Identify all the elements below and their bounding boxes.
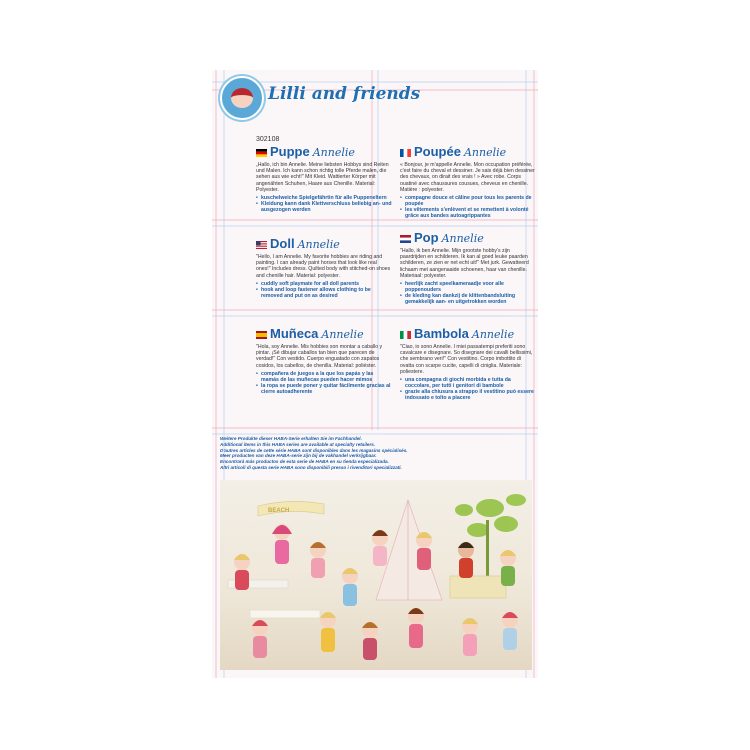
- article-number: 302108: [256, 136, 280, 143]
- bullet-item: • una compagna di giochi morbida e tutta da coccolare, per tutti i genitori di bambole: [400, 377, 536, 389]
- bullet-item: • la ropa se puede poner y quitar fácilmente gracias al cierre autoadherente: [256, 383, 392, 395]
- lang-subtitle: Annelie: [312, 146, 355, 159]
- flag-spain-icon: [256, 331, 267, 339]
- dolls-photo: [220, 480, 532, 670]
- lang-body: "Hallo, ik ben Annelie. Mijn grootste hobby's zijn paardrijden en schilderen. Ik kan al goed leuke paarden schilderen, ze zien er net echt uit!" Met jurk. Gewatteerd lichaam met aangenaaide schoenen, haar van chenille. Materiaal: polyester.: [400, 248, 529, 279]
- bullet-item: • grazie alla chiusura a strappo il vestitino può essere indossato e tolto a piacere: [400, 389, 536, 401]
- lang-block-nl: [400, 230, 536, 305]
- lang-title: Puppe: [270, 144, 310, 159]
- retailer-notes: [220, 436, 530, 471]
- note-line: Altri articoli di questa serie HABA sono disponibili presso i rivenditori specializzati.: [220, 464, 402, 470]
- lang-title: Muñeca: [270, 326, 319, 341]
- lang-block-it: [400, 326, 536, 401]
- lang-title: Bambola: [414, 326, 469, 341]
- catalog-page: [212, 70, 538, 678]
- flag-usa-icon: [256, 241, 267, 249]
- note-line: Additional items in this HABA series are available at specialty retailers.: [220, 441, 376, 447]
- lang-body: „Hallo, ich bin Annelie. Meine liebsten Hobbys sind Reiten und Malen. Ich kann schon richtig tolle Pferde malen, die sehen aus wie echt!" Mit Kleid. Wattierter Körper mit angenähten Schuhen, Haare aus Chenille. Material: Polyester.: [256, 162, 389, 193]
- bullet-item: • les vêtements s'enlèvent et se remettent à volonté grâce aux bandes autoagrippantes: [400, 207, 536, 219]
- bullet-item: • compañera de juegos a la que los papás y las mamás de las muñecas pueden hacer mimos: [256, 371, 392, 383]
- bullet-item: • cuddly soft playmate for all doll parents: [256, 281, 392, 287]
- lilli-logo-icon: [220, 76, 264, 120]
- lang-title: Poupée: [414, 144, 461, 159]
- lang-subtitle: Annelie: [441, 232, 484, 245]
- note-line: Encontrará más productos de esta serie de HABA en su tienda especializada.: [220, 459, 389, 465]
- bullet-item: • de kleding kan dankzij de klittenbandsluiting gemakkelijk aan- en uitgetrokken worden: [400, 293, 536, 305]
- flag-france-icon: [400, 149, 411, 157]
- lang-subtitle: Annelie: [297, 238, 340, 251]
- flag-germany-icon: [256, 149, 267, 157]
- lang-block-es: [256, 326, 392, 395]
- lang-block-en: [256, 236, 392, 299]
- lang-body: "Ciao, io sono Annelie. I miei passatempi preferiti sono cavalcare e disegnare. So disegnare dei cavalli bellissimi, che sembrano veri!" Con vestitino. Corpo imbottito di ovatta con scarpe cucite, capelli di ciniglia. Materiale: poliestere.: [400, 344, 533, 375]
- bullet-item: • kuschelweiche Spielgefährtin für alle Puppeneltern: [256, 195, 392, 201]
- lang-block-fr: [400, 144, 536, 219]
- dolls-scene: [220, 480, 532, 670]
- lang-body: "Hola, soy Annelie. Mis hobbies son montar a caballo y pintar. ¡Sé dibujar caballos tan bien que parecen de verdad!" Con vestido. Cuerpo enguatado con zapatos cosidos, los cabellos, de chenilla. Material: poliéster.: [256, 344, 383, 369]
- note-line: D'autres articles de cette série HABA sont disponibles dans les magasins spécialisés.: [220, 447, 408, 453]
- note-line: Weitere Produkte dieser HABA-Serie erhalten Sie im Fachhandel.: [220, 436, 362, 441]
- lang-subtitle: Annelie: [471, 328, 515, 341]
- brand-title: Lilli and friends: [268, 84, 421, 104]
- bullet-item: • Kleidung kann dank Klettverschluss beliebig an- und ausgezogen werden: [256, 201, 392, 213]
- lang-body: « Bonjour, je m'appelle Annelie. Mon occupation préférée, c'est faire du cheval et dessiner. Je sais déjà bien dessiner des chevaux, on dirait des vrais ! » Avec robe. Corps ouatiné avec chaussures cousues, cheveux en chenille. Matière : polyester.: [400, 162, 535, 193]
- bullet-item: • heerlijk zacht speelkameraadje voor alle poppenouders: [400, 281, 536, 293]
- flag-italy-icon: [400, 331, 411, 339]
- banner-text: BEACH: [268, 508, 290, 514]
- lang-title: Pop: [414, 230, 439, 245]
- lang-subtitle: Annelie: [463, 146, 507, 159]
- lang-title: Doll: [270, 236, 295, 251]
- lang-block-de: [256, 144, 392, 213]
- lang-subtitle: Annelie: [321, 328, 364, 341]
- note-line: Meer producten van deze HABA-serie zijn bij de vakhandel verkrijgbaar.: [220, 453, 377, 459]
- lang-body: "Hello, I am Annelie. My favorite hobbies are riding and painting. I can already paint horses that look like real ones!" Includes dress. Quilted body with stitched-on shoes and chenille hair. Material: polyester.: [256, 254, 391, 279]
- bullet-item: • compagne douce et câline pour tous les parents de poupée: [400, 195, 536, 207]
- flag-netherlands-icon: [400, 235, 411, 243]
- bullet-item: • hook and loop fastener allows clothing to be removed and put on as desired: [256, 287, 392, 299]
